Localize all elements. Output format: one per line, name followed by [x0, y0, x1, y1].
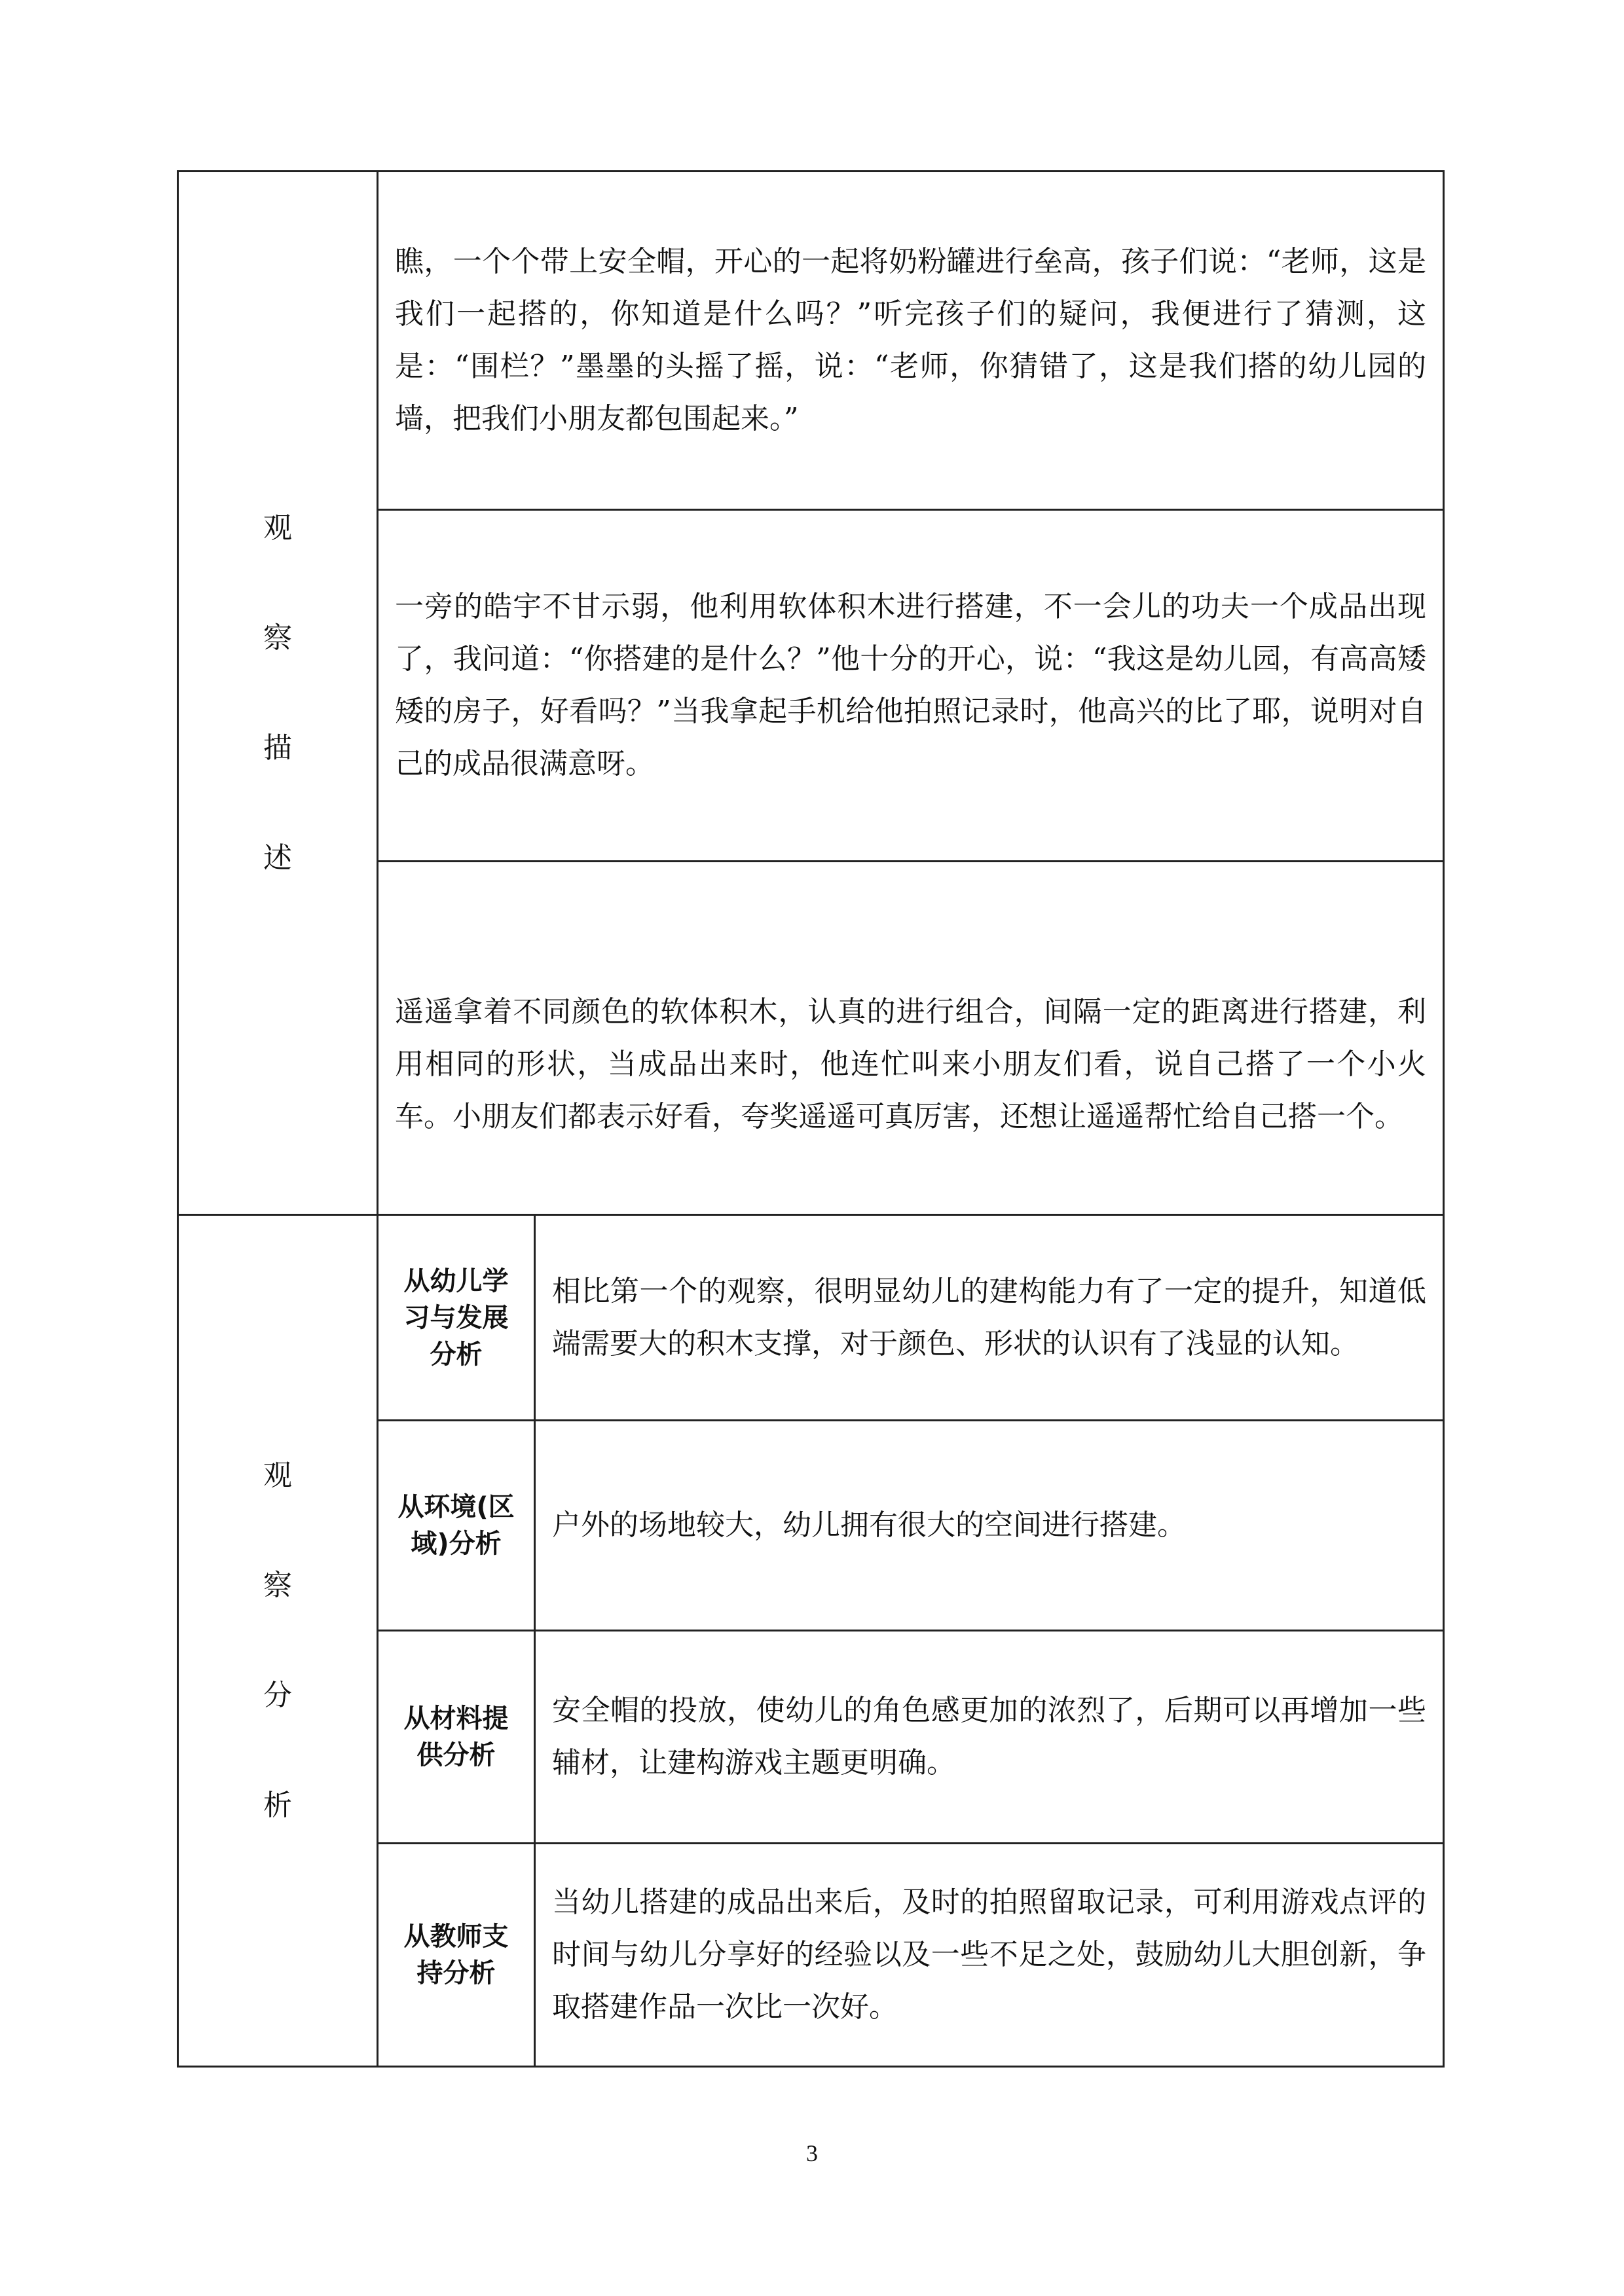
label-char: 观	[263, 511, 292, 545]
description-paragraph-2: 一旁的皓宇不甘示弱，他利用软体积木进行搭建，不一会儿的功夫一个成品出现了，我问道：“你搭建的是什么？”他十分的开心，说：“我这是幼儿园，有高高矮矮的房子，好看吗？”当我拿起手机给他拍照记录时，他高兴的比了耶，说明对自己的成品很满意呀。	[395, 590, 1426, 780]
analysis-text-teacher: 当幼儿搭建的成品出来后，及时的拍照留取记录，可利用游戏点评的时间与幼儿分享好的经验以及一些不足之处，鼓励幼儿大胆创新，争取搭建作品一次比一次好。	[552, 1886, 1426, 2024]
analysis-text-cell	[535, 1421, 1444, 1631]
observation-analysis-label	[178, 1215, 378, 2067]
label-char: 描	[263, 731, 292, 765]
label-char: 述	[263, 841, 292, 875]
analysis-row-learning	[178, 1215, 1444, 1421]
description-cell-3	[378, 862, 1444, 1215]
analysis-text-cell	[535, 1215, 1444, 1421]
analysis-sublabel-cell	[378, 1215, 535, 1421]
observation-record-table	[177, 170, 1445, 2068]
analysis-text-learning: 相比第一个的观察，很明显幼儿的建构能力有了一定的提升，知道低端需要大的积木支撑，对于颜色、形状的认识有了浅显的认知。	[552, 1274, 1426, 1360]
analysis-sublabel-environment: 从环境(区域)分析	[397, 1492, 515, 1559]
analysis-sublabel-cell	[378, 1631, 535, 1844]
analysis-sublabel-cell	[378, 1844, 535, 2067]
description-paragraph-3: 遥遥拿着不同颜色的软体积木，认真的进行组合，间隔一定的距离进行搭建，利用相同的形状，当成品出来时，他连忙叫来小朋友们看，说自己搭了一个小火车。小朋友们都表示好看，夸奖遥遥可真厉害，还想让遥遥帮忙给自己搭一个。	[395, 994, 1426, 1133]
analysis-text-cell	[535, 1844, 1444, 2067]
label-char: 察	[263, 1569, 292, 1602]
label-char: 察	[263, 621, 292, 655]
description-cell-2	[378, 510, 1444, 862]
analysis-text-environment: 户外的场地较大，幼儿拥有很大的空间进行搭建。	[552, 1508, 1186, 1542]
analysis-sublabel-teacher: 从教师支持分析	[403, 1922, 509, 1988]
label-char: 分	[263, 1679, 292, 1712]
page-number: 3	[806, 2140, 818, 2166]
description-paragraph-1: 瞧，一个个带上安全帽，开心的一起将奶粉罐进行垒高，孩子们说：“老师，这是我们一起搭的，你知道是什么吗？”听完孩子们的疑问，我便进行了猜测，这是：“围栏？”墨墨的头摇了摇，说：“老师，你猜错了，这是我们搭的幼儿园的墙，把我们小朋友都包围起来。”	[395, 245, 1426, 435]
analysis-sublabel-learning: 从幼儿学习与发展分析	[403, 1266, 509, 1370]
observation-description-label	[178, 172, 378, 1215]
analysis-sublabel-materials: 从材料提供分析	[403, 1704, 509, 1770]
label-char: 观	[263, 1459, 292, 1492]
analysis-sublabel-cell	[378, 1421, 535, 1631]
label-char: 析	[263, 1789, 292, 1822]
description-cell-1	[378, 172, 1444, 510]
description-row-1	[178, 172, 1444, 510]
analysis-text-cell	[535, 1631, 1444, 1844]
analysis-text-materials: 安全帽的投放，使幼儿的角色感更加的浓烈了，后期可以再增加一些辅材，让建构游戏主题更明确。	[552, 1694, 1426, 1779]
